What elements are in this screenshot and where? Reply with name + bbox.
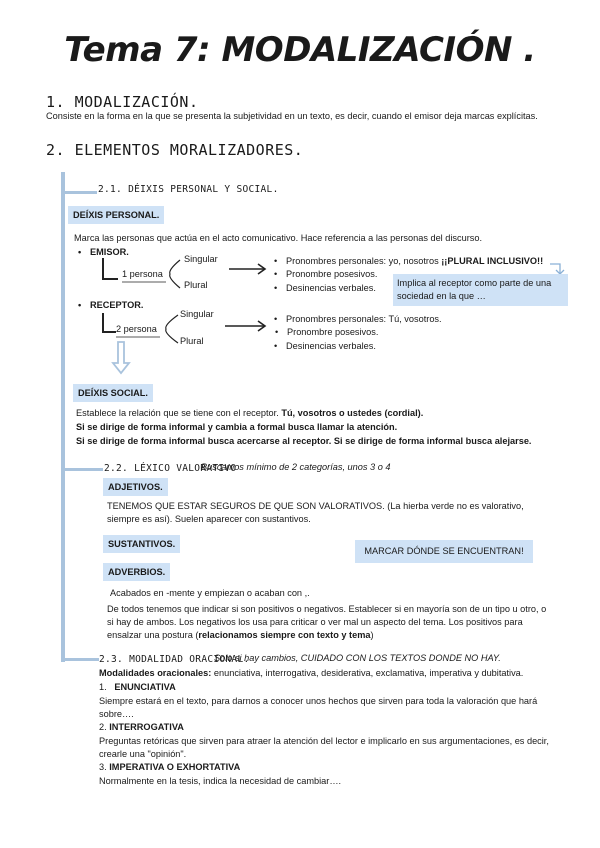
page-title: Tema 7: MODALIZACIÓN . (64, 30, 536, 70)
receptor-arrow-icon (224, 320, 268, 332)
emisor-item-1: • Pronombres personales: yo, nosotros ¡¡PLURAL INCLUSIVO!! (286, 255, 543, 268)
adjetivos-text: TENEMOS QUE ESTAR SEGUROS DE QUE SON VALORATIVOS. (La hierba verde no es valorativo, siempre es así). Suelen aparecer con sustantivos. (107, 501, 524, 524)
modalidad-item-1-title: 1. ENUNCIATIVA (99, 682, 176, 692)
emisor-item-2: • Pronombre posesivos. (286, 268, 377, 281)
receptor-person: 2 persona (116, 324, 157, 334)
deixis-social-label: DEÍXIS SOCIAL. (73, 384, 153, 402)
timeline-branch-2 (61, 468, 103, 471)
emisor-person: 1 persona (122, 269, 163, 279)
deixis-social-line-2: Si se dirige de forma informal y cambia a formal busca llamar la atención. (76, 422, 398, 432)
subsection-2-1-heading: 2.1. DÉIXIS PERSONAL Y SOCIAL. (98, 184, 279, 195)
subsection-2-3-heading: 2.3. MODALIDAD ORACIONAL. (99, 654, 250, 665)
adjetivos-label: ADJETIVOS. (103, 478, 168, 496)
section-1-heading: 1. MODALIZACIÓN. (46, 93, 199, 111)
section-1-text: Consiste en la forma en la que se presenta la subjetividad en un texto, es decir, cuando el emisor deja marcas explícitas. (46, 111, 538, 121)
modalidades-line: Modalidades oracionales: enunciativa, interrogativa, desiderativa, exclamativa, imperativa y dubitativa. (99, 668, 524, 678)
down-arrow-icon (110, 341, 132, 375)
emisor-plural: Plural (184, 280, 208, 290)
timeline-branch-3 (61, 658, 99, 661)
emisor-arrow-icon (228, 263, 268, 275)
receptor-label: • RECEPTOR. (90, 299, 143, 312)
emisor-singular: Singular (184, 254, 218, 264)
sustantivos-label: SUSTANTIVOS. (103, 535, 180, 553)
plural-inclusivo-emphasis: ¡¡PLURAL INCLUSIVO!! (441, 256, 544, 266)
subsection-2-3-note: Solo si hay cambios, CUIDADO CON LOS TEXTOS DONDE NO HAY. (214, 653, 501, 663)
subsection-2-2-heading: 2.2. LÉXICO VALORATIVO (104, 463, 237, 474)
modalidad-item-3-title: 3. IMPERATIVA O EXHORTATIVA (99, 762, 241, 772)
modalidad-item-2-title: 2. INTERROGATIVA (99, 722, 184, 732)
emisor-label: • EMISOR. (90, 246, 129, 259)
subsection-2-2-note: Buscamos mínimo de 2 categorías, unos 3 o 4 (201, 462, 391, 472)
receptor-singular: Singular (180, 309, 214, 319)
marcar-note: MARCAR DÓNDE SE ENCUENTRAN! (355, 540, 533, 563)
section-2-heading: 2. ELEMENTOS MORALIZADORES. (46, 141, 304, 159)
timeline-bar (61, 172, 65, 662)
emisor-item-3: • Desinencias verbales. (286, 282, 376, 295)
timeline-branch-1 (61, 191, 97, 194)
receptor-item-3: • Desinencias verbales. (286, 340, 376, 353)
adverbios-label: ADVERBIOS. (103, 563, 170, 581)
modalidad-item-1-text: Siempre estará en el texto, para darnos a conocer unos hechos que sirven para toda la valoración que hará sobre…. (99, 696, 538, 719)
receptor-plural: Plural (180, 336, 204, 346)
modalidad-item-2-text: Preguntas retóricas que sirven para atraer la atención del lector e implicarlo en sus argumentaciones, es decir, crearle una "opinión". (99, 736, 549, 759)
adverbios-text: Acabados en -mente y empiezan o acaban con ,. (110, 588, 310, 598)
modalidad-item-3-text: Normalmente en la tesis, indica la necesidad de cambiar…. (99, 776, 342, 786)
plural-inclusivo-note: Implica al receptor como parte de una sociedad en la que … (393, 274, 568, 306)
receptor-item-2: • Pronombre posesivos. (287, 326, 378, 339)
receptor-item-1: • Pronombres personales: Tú, vosotros. (286, 313, 442, 326)
valorativo-general-text: De todos tenemos que indicar si son positivos o negativos. Establecer si en mayoría son de un tipo u otro, o si hay de ambos. Los negativos los usa para criticar o ver mal un aspecto del tema. Los positivos para ensalzar una postura (relacionamos siempre con texto y tema) (107, 604, 547, 640)
deixis-social-line-3: Si se dirige de forma informal busca acercarse al receptor. Si se dirige de forma informal busca alejarse. (76, 436, 532, 446)
deixis-personal-intro: Marca las personas que actúa en el acto comunicativo. Hace referencia a las personas del discurso. (74, 233, 483, 243)
deixis-social-line-1: Establece la relación que se tiene con el receptor. Tú, vosotros o ustedes (cordial). (76, 408, 424, 418)
deixis-personal-label: DEÍXIS PERSONAL. (68, 206, 164, 224)
